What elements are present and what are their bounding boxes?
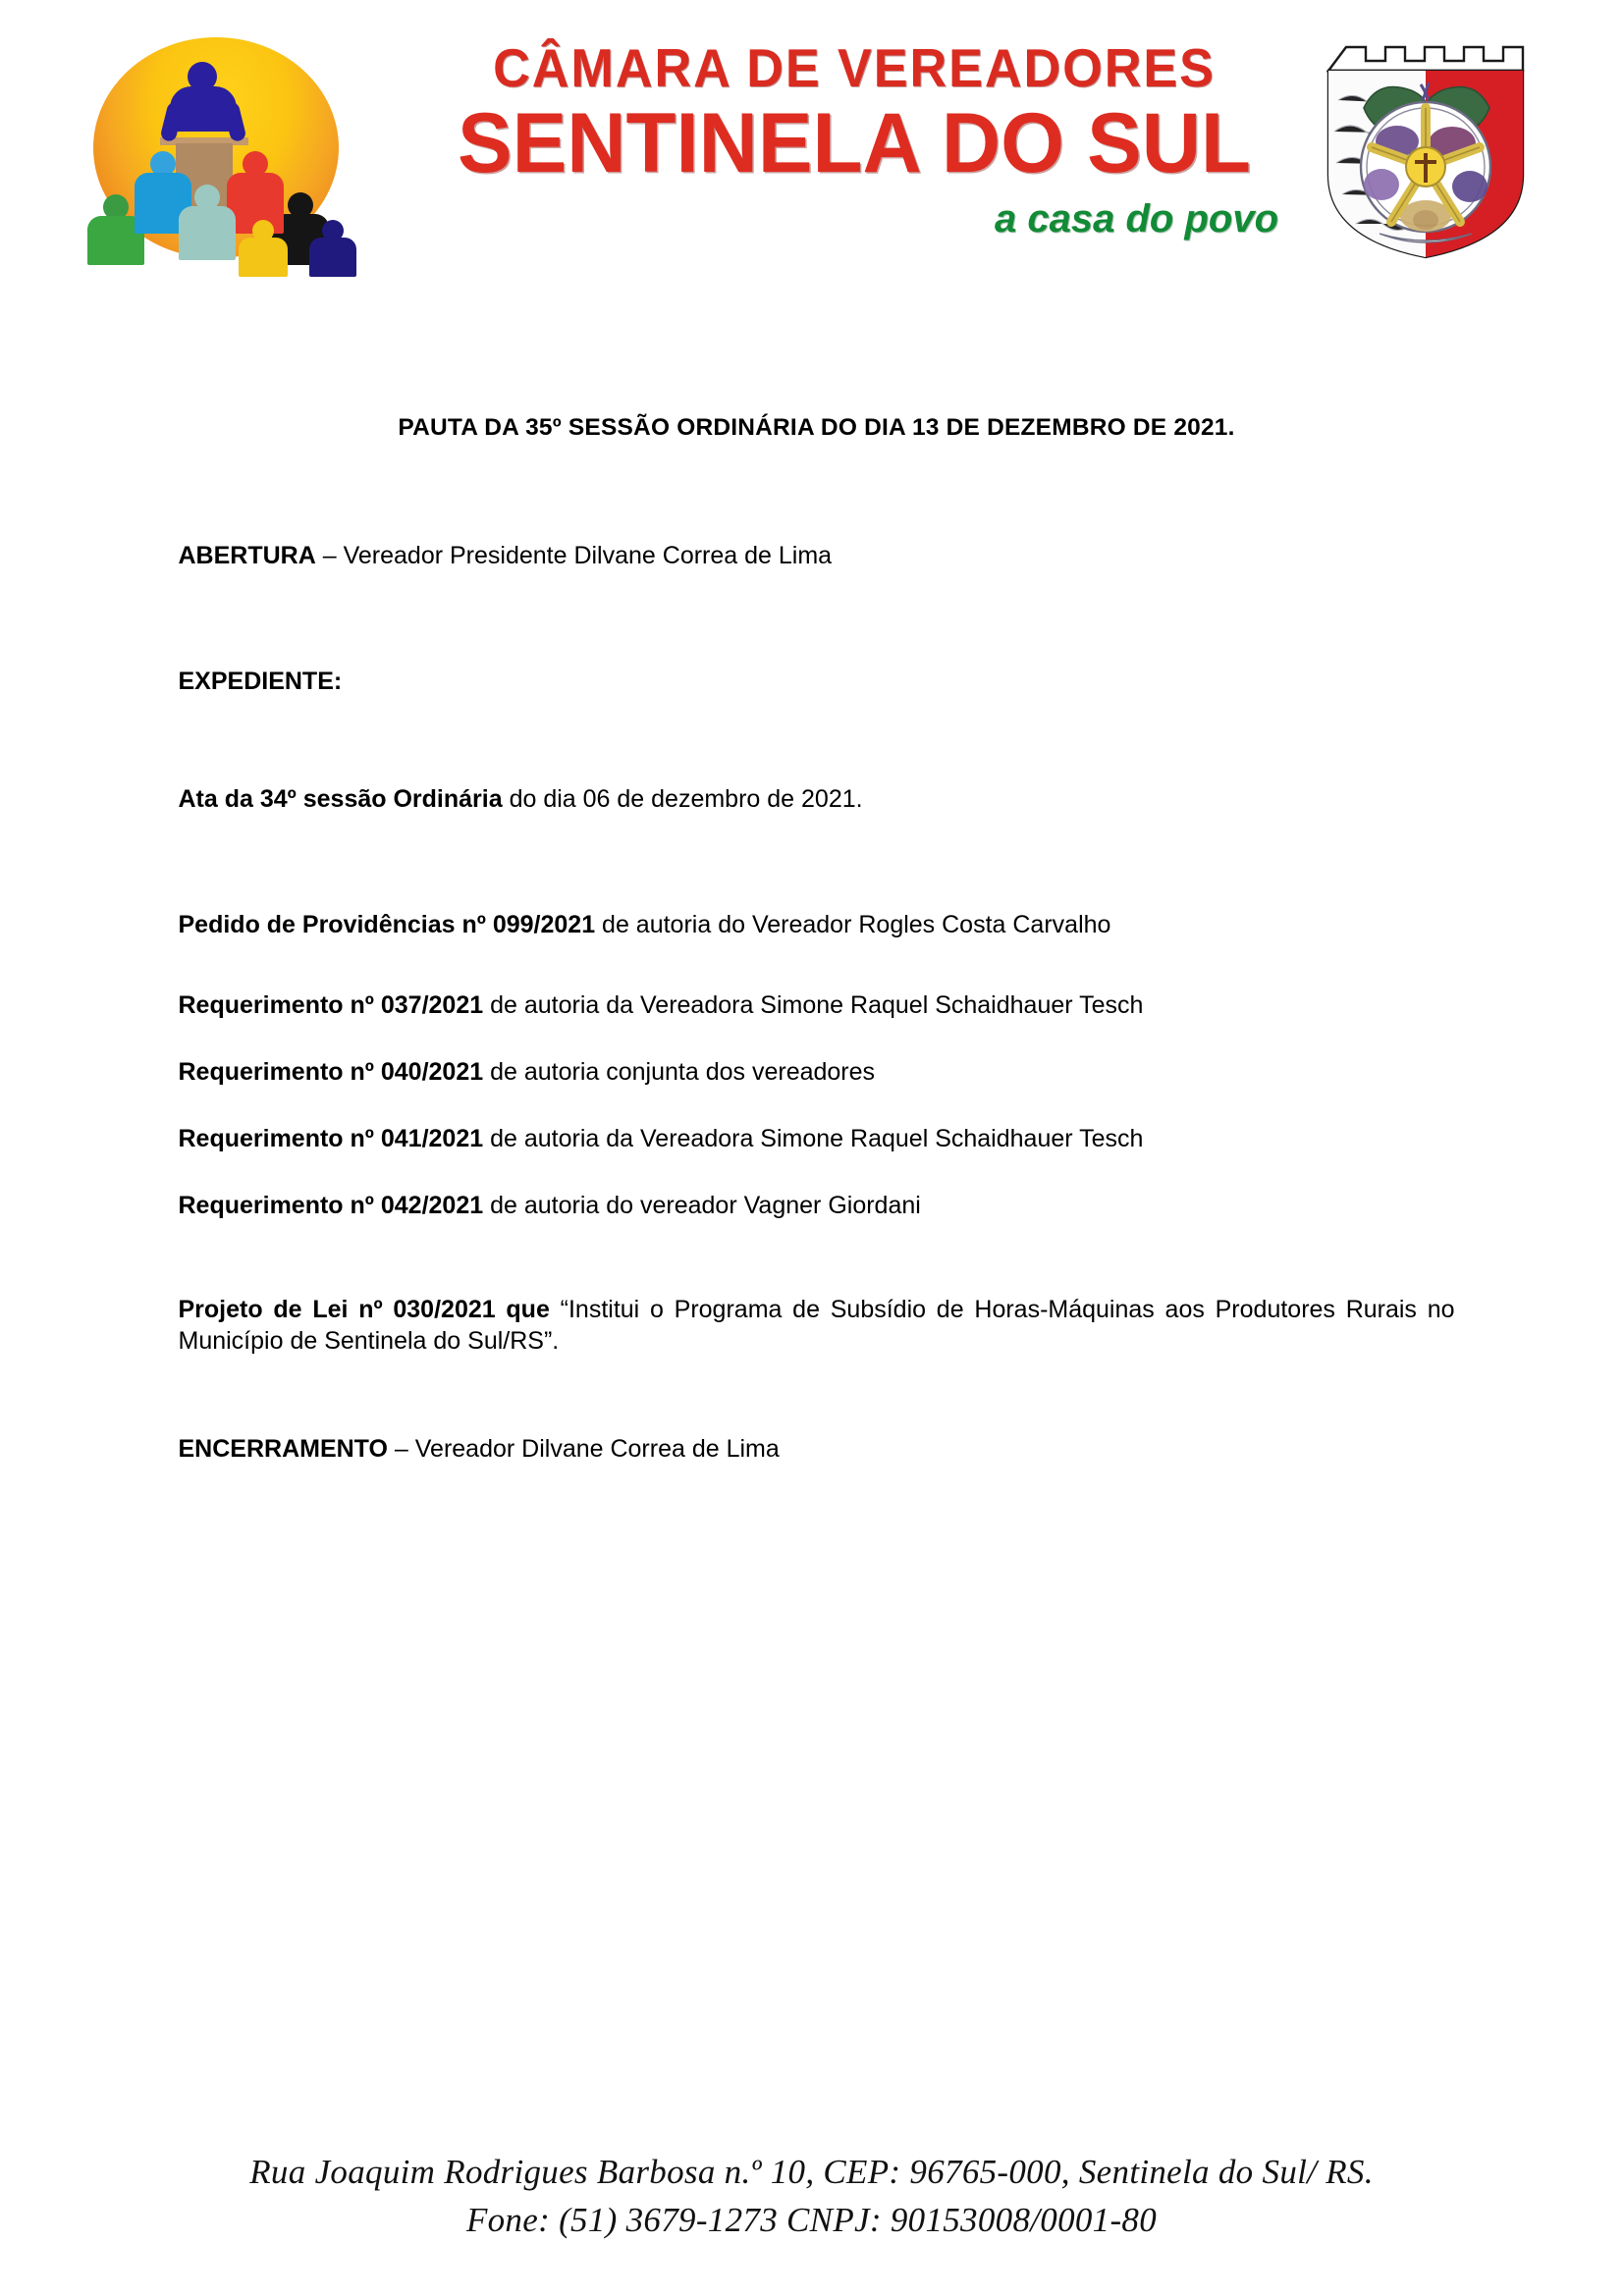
agenda-item-text: de autoria da Vereadora Simone Raquel Schaidhauer Tesch (483, 1125, 1144, 1152)
agenda-item-label: Requerimento nº 037/2021 (178, 991, 484, 1019)
abertura-text: – Vereador Presidente Dilvane Correa de Lima (315, 542, 833, 569)
logo-figure-yellow-body (239, 238, 288, 277)
agenda-item-text: de autoria do Vereador Rogles Costa Carvalho (595, 911, 1111, 938)
encerramento-label: ENCERRAMENTO (178, 1435, 388, 1463)
abertura-line (179, 540, 1455, 571)
logo-figure-teal-body (179, 206, 236, 260)
encerramento-line (179, 1433, 1455, 1465)
agenda-item-label: Requerimento nº 040/2021 (178, 1058, 484, 1086)
agenda-item-label: Requerimento nº 042/2021 (178, 1192, 484, 1219)
brand-line-sentinela-do-sul: SENTINELA DO SUL (458, 96, 1251, 190)
logo-speaker-head (188, 62, 217, 91)
expediente-heading (179, 666, 1455, 697)
agenda-item-ata (179, 783, 1455, 815)
agenda-item-text: de autoria do vereador Vagner Giordani (483, 1192, 921, 1219)
expediente-heading-label: EXPEDIENTE: (178, 667, 343, 695)
agenda-item-label: Ata da 34º sessão Ordinária (178, 785, 503, 813)
abertura-label: ABERTURA (178, 542, 316, 569)
document-header (0, 0, 1623, 294)
agenda-item-text: “Institui o Programa de Subsídio de Horas-Máquinas aos Produtores Rurais no Município de Sentinela do Sul/RS”. (178, 1296, 1455, 1355)
agenda-item-requerimento-040 (179, 1056, 1455, 1088)
logo-speaker-body (170, 86, 237, 132)
logo-figure-navy-body (309, 238, 356, 277)
document-footer (0, 2148, 1623, 2245)
footer-contact-line: Fone: (51) 3679-1273 CNPJ: 90153008/0001-80 (465, 2201, 1158, 2240)
document-body (0, 294, 1623, 1465)
agenda-item-label: Pedido de Providências nº 099/2021 (178, 911, 596, 938)
agenda-item-projeto-de-lei (179, 1294, 1455, 1357)
agenda-item-label: Requerimento nº 041/2021 (178, 1125, 484, 1152)
page-title: PAUTA DA 35º SESSÃO ORDINÁRIA DO DIA 13 DE DEZEMBRO DE 2021. (398, 414, 1235, 441)
camara-logo-icon (74, 27, 358, 258)
agenda-item-requerimento-041 (179, 1123, 1455, 1154)
brand-line-camara-de-vereadores: CÂMARA DE VEREADORES (493, 37, 1216, 98)
encerramento-text: – Vereador Dilvane Correa de Lima (387, 1435, 780, 1463)
agenda-item-text: de autoria da Vereadora Simone Raquel Schaidhauer Tesch (483, 991, 1144, 1019)
agenda-item-text: do dia 06 de dezembro de 2021. (502, 785, 863, 813)
agenda-item-pedido-providencias (179, 909, 1455, 940)
agenda-item-label: Projeto de Lei nº 030/2021 que (178, 1296, 550, 1323)
agenda-item-requerimento-037 (179, 989, 1455, 1021)
agenda-item-text: de autoria conjunta dos vereadores (483, 1058, 876, 1086)
agenda-item-requerimento-042 (179, 1190, 1455, 1221)
footer-address-line: Rua Joaquim Rodrigues Barbosa n.º 10, CEP: 96765-000, Sentinela do Sul/ RS. (249, 2152, 1374, 2191)
coat-of-arms-icon (1321, 37, 1532, 261)
brand-wordmark (422, 37, 1286, 241)
brand-slogan: a casa do povo (995, 196, 1278, 240)
